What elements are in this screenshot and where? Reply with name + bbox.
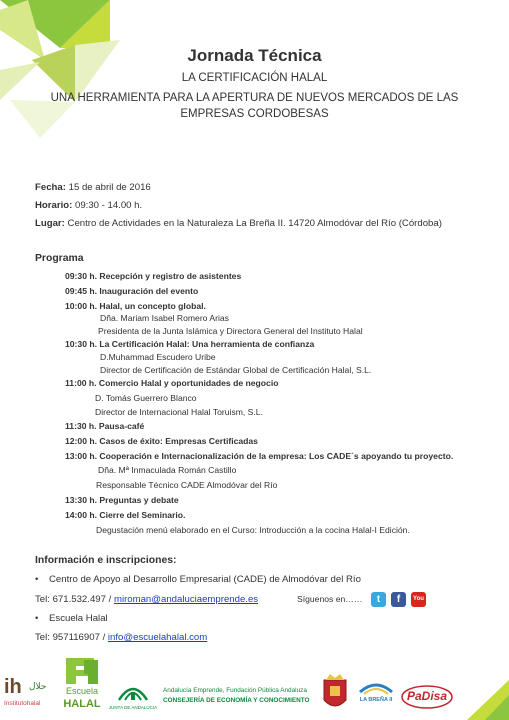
- consejeria-text: CONSEJERÍA DE ECONOMÍA Y CONOCIMIENTO: [163, 697, 310, 704]
- fecha-line: [35, 182, 151, 193]
- program-item: 14:00 h. Cierre del Seminario.: [65, 510, 186, 520]
- contact-line-2: [35, 632, 207, 643]
- lugar-line: [35, 218, 442, 229]
- coat-of-arms-icon: [320, 672, 350, 714]
- fecha-label: Fecha:: [35, 182, 66, 193]
- junta-andalucia-mark: [115, 678, 151, 702]
- subtitle-line-1: LA CERTIFICACIÓN HALAL: [181, 72, 328, 84]
- program-item: 10:30 h. La Certificación Halal: Una herramienta de confianza: [65, 339, 315, 349]
- program-item: 11:00 h. Comercio Halal y oportunidades de negocio: [65, 378, 279, 388]
- la-brena-logo: [357, 680, 395, 714]
- phone-1: Tel: 671.532.497 /: [35, 594, 114, 605]
- instituto-halal-logo: [4, 676, 52, 712]
- fecha-value: 15 de abril de 2016: [65, 182, 151, 193]
- email-link-2[interactable]: info@escuelahalal.com: [107, 632, 208, 643]
- program-item: 13:00 h. Cooperación e Internacionalización de la empresa: Los CADE´s apoyando tu proyecto.: [65, 451, 454, 461]
- speaker-name: D.Muhammad Escudero Uribe: [100, 352, 216, 362]
- lugar-label: Lugar:: [35, 218, 65, 229]
- program-note: Degustación menú elaborado en el Curso: Introducción a la cocina Halal-I Edición.: [96, 525, 410, 535]
- bullet: •: [35, 613, 39, 624]
- speaker-name: D. Tomás Guerrero Blanco: [95, 393, 197, 403]
- programa-heading: Programa: [35, 253, 84, 264]
- padisa-text: PaDisa: [406, 689, 448, 703]
- escuela-line: [35, 613, 108, 624]
- ih-letters: ih: [4, 676, 22, 698]
- la-brena-mark: [358, 680, 394, 696]
- facebook-icon[interactable]: f: [391, 592, 406, 607]
- page-title: Jornada Técnica: [187, 46, 322, 65]
- andalucia-emprende-logo: [163, 687, 315, 713]
- speaker-role: Director de Certificación de Estándar Global de Certificación Halal, S.L.: [100, 365, 372, 375]
- lugar-value: Centro de Actividades en la Naturaleza La Breña II. 14720 Almodóvar del Río (Córdoba): [64, 218, 442, 229]
- program-item: 11:30 h. Pausa-café: [65, 421, 145, 431]
- horario-label: Horario:: [35, 200, 73, 211]
- ih-arabic: حلال: [29, 681, 47, 691]
- twitter-icon[interactable]: t: [371, 592, 386, 607]
- speaker-name: Dña. Mariam Isabel Romero Arias: [100, 313, 229, 323]
- cade-line: [35, 574, 361, 585]
- horario-value: 09:30 - 14.00 h.: [72, 200, 143, 211]
- follow-us-text: Síguenos en……: [297, 594, 363, 604]
- youtube-icon[interactable]: You: [411, 592, 426, 607]
- program-item: 09:30 h. Recepción y registro de asistentes: [65, 271, 242, 281]
- corner-decoration-bottom: [467, 680, 509, 720]
- ih-subtitle: Institutohalal: [4, 700, 41, 707]
- junta-andalucia-text: JUNTA DE ANDALUCIA: [108, 705, 158, 710]
- escuela-halal-word-2: HALAL: [63, 698, 101, 710]
- program-item: 12:00 h. Casos de éxito: Empresas Certificadas: [65, 436, 258, 446]
- horario-line: [35, 200, 142, 211]
- subtitle-line-2: UNA HERRAMIENTA PARA LA APERTURA DE NUEVOS MERCADOS DE LAS: [50, 92, 459, 104]
- padisa-logo: [400, 684, 454, 710]
- program-item: 10:00 h. Halal, un concepto global.: [65, 301, 206, 311]
- program-item: 13:30 h. Preguntas y debate: [65, 495, 179, 505]
- cade-text: Centro de Apoyo al Desarrollo Empresarial (CADE) de Almodóvar del Río: [49, 574, 361, 585]
- speaker-role: Responsable Técnico CADE Almodóvar del Río: [96, 480, 278, 490]
- info-heading: Información e inscripciones:: [35, 555, 177, 566]
- andalucia-emprende-text: Andalucía Emprende, Fundación Pública Andaluza: [163, 687, 307, 694]
- speaker-role: Presidenta de la Junta Islámica y Directora General del Instituto Halal: [98, 326, 363, 336]
- speaker-role: Director de Internacional Halal Toruism, S.L.: [95, 407, 263, 417]
- escuela-text: Escuela Halal: [49, 613, 108, 624]
- speaker-name: Dña. Mª Inmaculada Román Castillo: [98, 465, 237, 475]
- escuela-halal-logo: [58, 656, 106, 714]
- email-link-1[interactable]: miroman@andaluciaemprende.es: [113, 594, 259, 605]
- la-brena-text: LA BREÑA II: [359, 697, 393, 703]
- phone-2: Tel: 957116907 /: [35, 632, 108, 643]
- escuela-halal-word-1: Escuela: [65, 686, 99, 696]
- escuela-halal-mark: [64, 656, 100, 686]
- subtitle-line-3: EMPRESAS CORDOBESAS: [180, 108, 329, 120]
- junta-andalucia-logo: [108, 678, 158, 714]
- contact-line-1: [35, 594, 258, 605]
- program-item: 09:45 h. Inauguración del evento: [65, 286, 199, 296]
- bullet: •: [35, 574, 39, 585]
